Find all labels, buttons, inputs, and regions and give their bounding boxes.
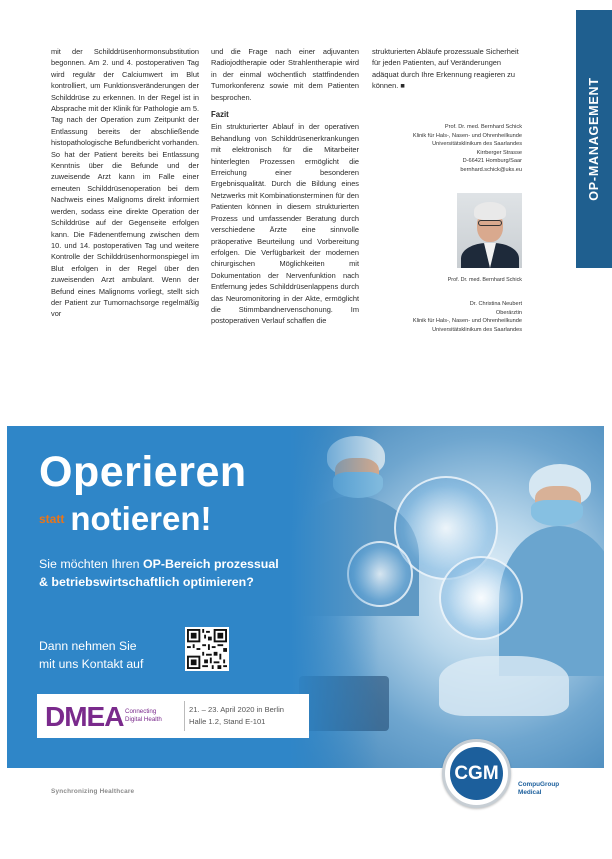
company-name-line-1: CompuGroup bbox=[518, 781, 560, 788]
advertisement-banner[interactable] bbox=[7, 426, 604, 768]
author-department: Klinik für Hals-, Nasen- und Ohrenheilkunde bbox=[412, 132, 522, 139]
ad-headline-line-1: Operieren bbox=[39, 448, 247, 496]
fazit-heading: Fazit bbox=[211, 110, 229, 120]
column-2-fazit: Ein strukturierter Ablauf in der operativen Behandlung von Schilddrüsenerkrankungen mit elektronisch für die Mitarbeiter hinterlegten Prozessen ermöglicht die Erreichung einer besonderen Ergebnisqualität. Durch die Bildung eines Netzwerks mit Kombinationsterminen für den Patienten können in diesem strukturierten Prozess und umfassender Beratung durch verschiedene Ärzte eine sinnvolle präoperative Beurteilung und Vorbereitung erfolgen. Die Verfügbarkeit der modernen chirurgischen Möglichkeiten mit Dokumentation der Nervenfunktion nach Entfernung jedes Schilddrüsenlappens durch das Neuromonitoring in der Akte, ermöglicht die Stimmbandnervenschonung. Im postoperativen Verlauf schaffen die bbox=[211, 122, 359, 326]
ad-question-prefix: Sie möchten Ihren bbox=[39, 557, 144, 571]
article-column-3 bbox=[372, 46, 522, 92]
company-name-line-2: Medical bbox=[518, 788, 542, 796]
ad-headline-line-2 bbox=[39, 500, 212, 538]
ad-contact-text bbox=[39, 638, 189, 673]
author2-institution: Universitätsklinikum des Saarlandes bbox=[432, 326, 522, 333]
ad-question-bold: OP-Bereich prozessual & betriebswirtschaftlich optimieren? bbox=[39, 557, 279, 589]
article-column-1 bbox=[51, 46, 199, 320]
author-institution: Universitätsklinikum des Saarlandes bbox=[432, 141, 522, 148]
author-name: Prof. Dr. med. Bernhard Schick bbox=[444, 124, 522, 130]
portrait-hair bbox=[474, 202, 506, 220]
author-portrait-photo bbox=[457, 193, 522, 268]
company-name bbox=[518, 781, 559, 796]
portrait-glasses bbox=[478, 220, 502, 226]
section-side-tab bbox=[576, 10, 612, 268]
cgm-logo-disc bbox=[450, 747, 503, 800]
dmea-tagline-line-2: Digital Health bbox=[125, 716, 162, 723]
author-email[interactable]: bernhard.schick@uks.eu bbox=[460, 166, 522, 173]
dmea-event-bar bbox=[37, 694, 309, 738]
event-bar-divider bbox=[184, 701, 185, 731]
photo-caption: Prof. Dr. med. Bernhard Schick bbox=[447, 277, 522, 283]
column-3-text bbox=[372, 46, 522, 92]
article-column-2 bbox=[211, 46, 359, 327]
cgm-logo-text: CGM bbox=[454, 763, 499, 784]
footer-tagline: Synchronizing Healthcare bbox=[51, 788, 135, 795]
section-label: OP-MANAGEMENT bbox=[587, 77, 601, 201]
column-1-text: mit der Schilddrüsenhormonsubstitution begonnen. Am 2. und 4. postoperativen Tag wird regulär der Calciumwert im Blut kontrolliert, um Funktionsveränderungen der Schilddrüse zu erkennen. In der Regel ist in Absprache mit der Klinik für Pathologie am 5. Tag nach der Operation zum Zeitpunkt der Entlassung bereits der abschließende histopathologische Befundbericht vorhanden. So hat der Patient bereits bei Entlassung Kenntnis über die Befunde und der zuweisende Arzt kann im Falle einer erneuten Schilddrüsenoperation bei dem Nachweis eines Malignoms direkt informiert werden, sodass eine direkte Operation der Schilddrüse auf der Gegenseite erfolgen kann. Die Fädenentfernung zwischen dem 10. und 14. postoperativen Tag und weitere Kontrolle der Schilddrüsenhormonspiegel im Blut erfolgen in der Regel über den zuweisenden Arzt ambulant. Wenn der Befund eines Malignoms vorliegt, stellt sich der Patient zur Tumornachsorge regelmäßig vor bbox=[51, 47, 199, 319]
author-info-primary bbox=[372, 123, 522, 175]
dmea-logo: DMEA bbox=[45, 701, 124, 732]
author-street: Kirrberger Strasse bbox=[476, 149, 522, 156]
surgical-light-2 bbox=[439, 556, 523, 640]
event-date: 21. – 23. April 2020 in Berlin bbox=[189, 705, 284, 714]
column-3-body: strukturierten Abläufe prozessuale Sicherheit für jeden Patienten, auf Veränderungen adäquat durch Ihre Erkennung reagieren zu können. bbox=[372, 47, 519, 91]
author2-role: Oberärztin bbox=[495, 309, 522, 316]
ad-contact-line-2: mit uns Kontakt auf bbox=[39, 656, 144, 671]
end-mark: ■ bbox=[400, 81, 405, 91]
ad-contact-line-1: Dann nehmen Sie bbox=[39, 639, 137, 653]
ad-question bbox=[39, 556, 289, 591]
cgm-logo[interactable] bbox=[442, 739, 511, 808]
qr-code-icon[interactable] bbox=[185, 627, 229, 671]
event-booth: Halle 1.2, Stand E-101 bbox=[189, 716, 266, 726]
column-2-intro: und die Frage nach einer adjuvanten Radiojodtherapie oder Strahlentherapie wird in der einmal wöchentlich stattfindenden Tumorkonferenz sowie mit dem Patienten besprochen. bbox=[211, 47, 359, 102]
dmea-tagline-line-1: Connecting bbox=[125, 708, 157, 715]
ad-headline-notieren: notieren! bbox=[70, 500, 212, 537]
author2-name: Dr. Christina Neubert bbox=[469, 301, 522, 307]
surgeon-hands bbox=[439, 656, 569, 716]
qr-code-graphic bbox=[187, 629, 227, 669]
author-info-secondary bbox=[372, 300, 522, 334]
surgeon-right-mask bbox=[531, 500, 583, 526]
author2-department: Klinik für Hals-, Nasen- und Ohrenheilkunde bbox=[412, 318, 522, 325]
ad-statt-word: statt bbox=[39, 512, 65, 526]
event-details bbox=[189, 704, 284, 727]
dmea-tagline bbox=[125, 708, 162, 724]
author-city: D-66421 Homburg/Saar bbox=[462, 158, 522, 165]
